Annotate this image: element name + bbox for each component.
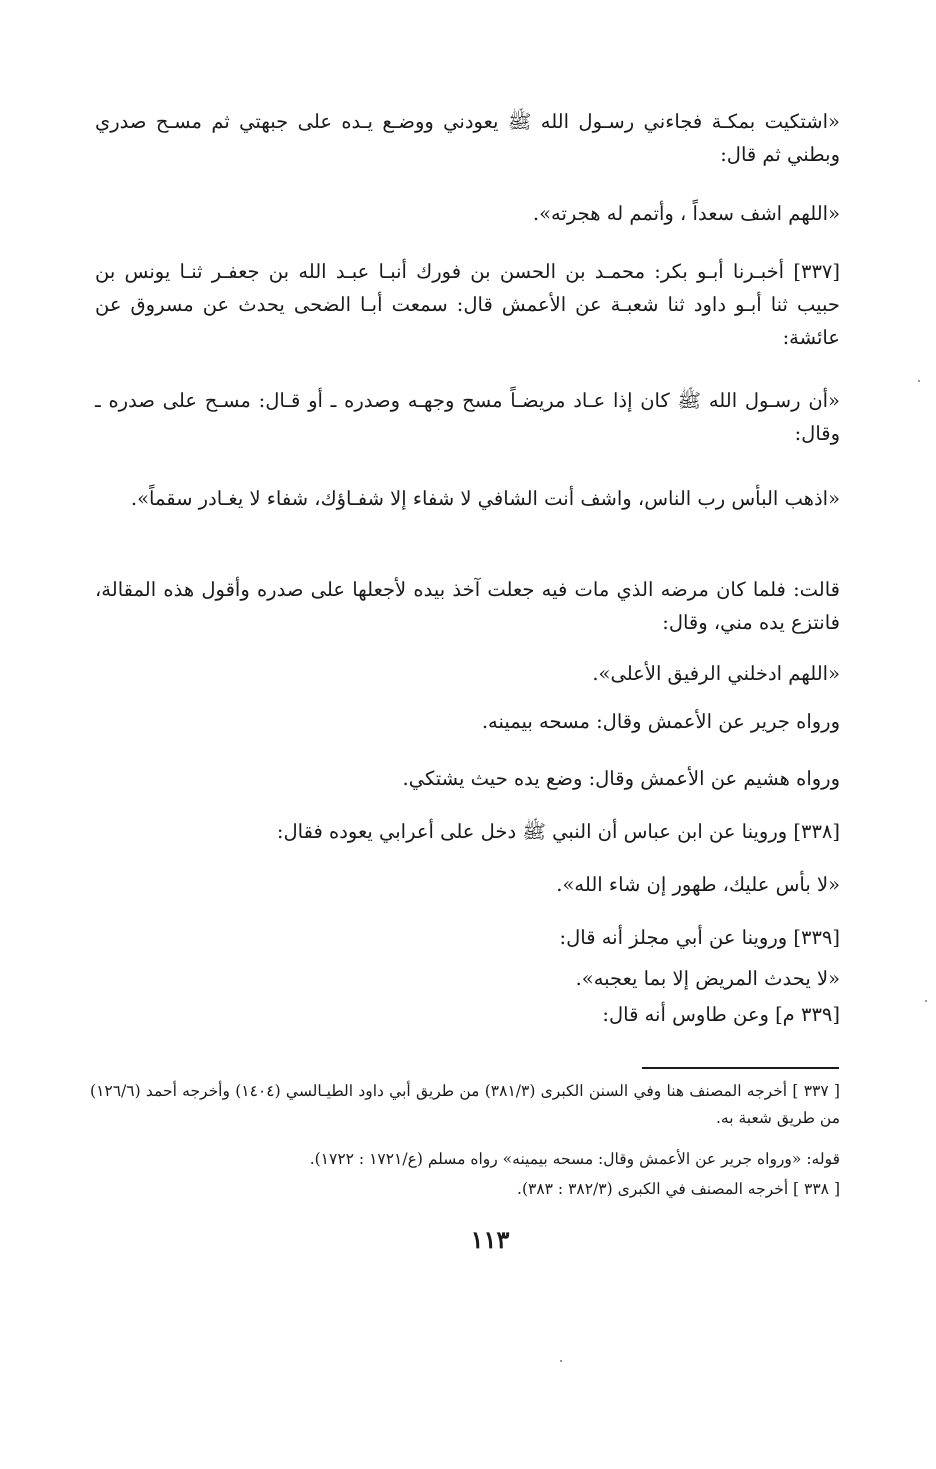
paragraph-dua-rafiq: «اللهم ادخلني الرفيق الأعلى».: [592, 662, 840, 685]
paragraph-hadith-337-matn: «أن رسـول الله ﷺ كان إذا عـاد مريضـاً مسح وجهـه وصدره ـ أو قـال: مسـح على صدره ـ وقال:: [95, 389, 840, 445]
page-number: ١١٣: [470, 1225, 510, 1254]
paragraph-la-bas: «لا بأس عليك، طهور إن شاء الله».: [556, 873, 840, 896]
paragraph-jarir: ورواه جرير عن الأعمش وقال: مسحه بيمينه.: [481, 710, 840, 733]
scan-speck: [925, 1000, 927, 1002]
paragraph-mujliz-quote: «لا يحدث المريض إلا بما يعجبه».: [575, 967, 840, 990]
paragraph-hadith-337-isnad: [٣٣٧] أخبـرنا أبـو بكر: محمـد بن الحسن بن فورك أنبـا عبـد الله بن جعفـر ثنـا يونس بن حبيب ثنا أبـو داود ثنا شعبـة عن الأعمش قال: سمعت أبـا الضحى يحدث عن مسروق عن عائشة:: [95, 260, 840, 349]
footnote-338: [ ٣٣٨ ] أخرجه المصنف في الكبرى (٣٨٢/٣ : ٣٨٣).: [517, 1180, 840, 1198]
footnote-separator: [642, 1067, 839, 1069]
paragraph-aisha-narration: قالت: فلما كان مرضه الذي مات فيه جعلت آخذ بيده لأجعلها على صدره وأقول هذه المقالة، فانتزع يده مني، وقال:: [95, 578, 840, 634]
scan-speck: [560, 1360, 562, 1362]
paragraph-dua-sad: «اللهم اشف سعداً ، وأتمم له هجرته».: [532, 202, 840, 225]
paragraph-hadith-338: [٣٣٨] وروينا عن ابن عباس أن النبي ﷺ دخل على أعرابي يعوده فقال:: [276, 820, 840, 843]
paragraph-quote-sad: «اشتكيت بمكـة فجاءني رسـول الله ﷺ يعودني ووضـع يـده على جبهتي ثم مسـح صدري وبطني ثم قال:: [95, 110, 840, 166]
footnote-337: [ ٣٣٧ ] أخرجه المصنف هنا وفي السنن الكبرى (٣٨١/٣) من طريق أبي داود الطيـالسي (١٤٠٤) وأخرجه أحمد (١٢٦/٦) من طريق شعبة به.: [90, 1082, 840, 1127]
scan-speck: [918, 380, 920, 382]
paragraph-dua-bas: «اذهب البأس رب الناس، واشف أنت الشافي لا شفاء إلا شفـاؤك، شفاء لا يغـادر سقماً».: [130, 487, 840, 510]
paragraph-hushaym: ورواه هشيم عن الأعمش وقال: وضع يده حيث يشتكي.: [402, 767, 840, 790]
footnote-jarir: قوله: «ورواه جرير عن الأعمش وقال: مسحه بيمينه» رواه مسلم (ع/١٧٢١ : ١٧٢٢).: [309, 1150, 840, 1168]
paragraph-hadith-339m: [٣٣٩ م] وعن طاوس أنه قال:: [602, 1003, 840, 1026]
paragraph-hadith-339: [٣٣٩] وروينا عن أبي مجلز أنه قال:: [559, 926, 840, 949]
